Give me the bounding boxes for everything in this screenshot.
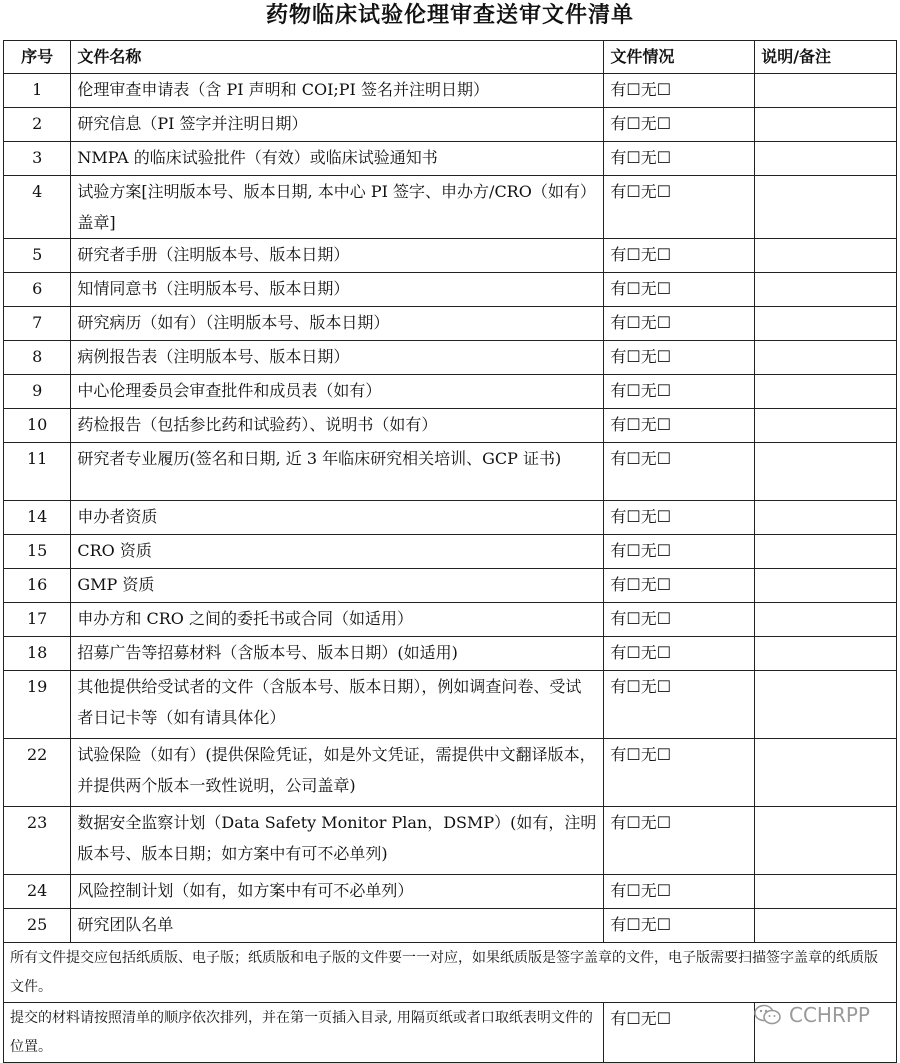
row-number: 16 xyxy=(4,569,71,603)
status-cell: 有☐无☐ xyxy=(604,501,755,535)
document-name: 数据安全监察计划（Data Safety Monitor Plan，DSMP）(如有，注明版本号、版本日期；如方案中有可不必单列) xyxy=(71,807,604,875)
row-number: 6 xyxy=(4,273,71,307)
status-cell: 有☐无☐ xyxy=(604,375,755,409)
remark-cell xyxy=(755,671,897,739)
document-name: CRO 资质 xyxy=(71,535,604,569)
row-number: 15 xyxy=(4,535,71,569)
table-row xyxy=(4,807,897,875)
table-row xyxy=(4,739,897,807)
document-name: 申办者资质 xyxy=(71,501,604,535)
document-name: 研究者手册（注明版本号、版本日期） xyxy=(71,239,604,273)
row-number: 11 xyxy=(4,443,71,501)
remark-cell xyxy=(755,739,897,807)
table-row xyxy=(4,74,897,108)
table-row xyxy=(4,535,897,569)
status-cell: 有☐无☐ xyxy=(604,341,755,375)
row-number: 18 xyxy=(4,637,71,671)
watermark-text: CCHRPP xyxy=(789,1003,870,1027)
row-number: 9 xyxy=(4,375,71,409)
status-cell: 有☐无☐ xyxy=(604,569,755,603)
remark-cell xyxy=(755,443,897,501)
document-name: 其他提供给受试者的文件（含版本号、版本日期），例如调查问卷、受试者日记卡等（如有请具体化） xyxy=(71,671,604,739)
status-cell: 有☐无☐ xyxy=(604,239,755,273)
document-name: 研究者专业履历(签名和日期, 近 3 年临床研究相关培训、GCP 证书) xyxy=(71,443,604,501)
row-number: 1 xyxy=(4,74,71,108)
remark-cell xyxy=(755,409,897,443)
status-cell: 有☐无☐ xyxy=(604,176,755,239)
remark-cell xyxy=(755,341,897,375)
document-name: 研究信息（PI 签字并注明日期） xyxy=(71,108,604,142)
document-name: 试验方案[注明版本号、版本日期, 本中心 PI 签字、申办方/CRO（如有）盖章] xyxy=(71,176,604,239)
status-cell: 有☐无☐ xyxy=(604,74,755,108)
status-cell: 有☐无☐ xyxy=(604,739,755,807)
document-name: 试验保险（如有）(提供保险凭证，如是外文凭证，需提供中文翻译版本，并提供两个版本一致性说明，公司盖章) xyxy=(71,739,604,807)
header-remark: 说明/备注 xyxy=(755,41,897,74)
row-number: 8 xyxy=(4,341,71,375)
page-title: 药物临床试验伦理审查送审文件清单 xyxy=(265,3,634,28)
remark-cell xyxy=(755,307,897,341)
status-cell: 有☐无☐ xyxy=(604,637,755,671)
remark-cell xyxy=(755,273,897,307)
document-name: 病例报告表（注明版本号、版本日期） xyxy=(71,341,604,375)
status-cell: 有☐无☐ xyxy=(604,443,755,501)
remark-cell xyxy=(755,637,897,671)
row-number: 7 xyxy=(4,307,71,341)
remark-cell xyxy=(755,108,897,142)
status-cell: 有☐无☐ xyxy=(604,273,755,307)
status-cell: 有☐无☐ xyxy=(604,142,755,176)
table-header-row xyxy=(4,41,897,74)
document-name: GMP 资质 xyxy=(71,569,604,603)
table-row xyxy=(4,108,897,142)
remark-cell xyxy=(755,142,897,176)
row-number: 17 xyxy=(4,603,71,637)
status-cell: 有☐无☐ xyxy=(604,108,755,142)
table-row xyxy=(4,307,897,341)
row-number: 24 xyxy=(4,875,71,909)
row-number: 10 xyxy=(4,409,71,443)
document-name: 风险控制计划（如有，如方案中有可不必单列） xyxy=(71,875,604,909)
note-text: 所有文件提交应包括纸质版、电子版；纸质版和电子版的文件要一一对应，如果纸质版是签字盖章的文件，电子版需要扫描签字盖章的纸质版文件。 xyxy=(4,943,897,1003)
table-row xyxy=(4,603,897,637)
status-cell: 有☐无☐ xyxy=(604,671,755,739)
document-name: 伦理审查申请表（含 PI 声明和 COI;PI 签名并注明日期） xyxy=(71,74,604,108)
status-cell: 有☐无☐ xyxy=(604,1003,755,1063)
note-row xyxy=(4,943,897,1003)
row-number: 4 xyxy=(4,176,71,239)
watermark xyxy=(753,1003,870,1027)
table-row xyxy=(4,273,897,307)
row-number: 23 xyxy=(4,807,71,875)
remark-cell xyxy=(755,875,897,909)
table-row xyxy=(4,875,897,909)
table-row xyxy=(4,671,897,739)
remark-cell xyxy=(755,909,897,943)
table-row xyxy=(4,409,897,443)
table-row xyxy=(4,341,897,375)
status-cell: 有☐无☐ xyxy=(604,603,755,637)
row-number: 19 xyxy=(4,671,71,739)
status-cell: 有☐无☐ xyxy=(604,875,755,909)
document-name: 知情同意书（注明版本号、版本日期） xyxy=(71,273,604,307)
table-row xyxy=(4,239,897,273)
header-name: 文件名称 xyxy=(71,41,604,74)
document-name: 申办方和 CRO 之间的委托书或合同（如适用） xyxy=(71,603,604,637)
row-number: 2 xyxy=(4,108,71,142)
document-name: 中心伦理委员会审查批件和成员表（如有） xyxy=(71,375,604,409)
row-number: 25 xyxy=(4,909,71,943)
status-cell: 有☐无☐ xyxy=(604,909,755,943)
document-name: 药检报告（包括参比药和试验药）、说明书（如有） xyxy=(71,409,604,443)
note-text-2: 提交的材料请按照清单的顺序依次排列，并在第一页插入目录, 用隔页纸或者口取纸表明文件的位置。 xyxy=(4,1003,604,1063)
header-status: 文件情况 xyxy=(604,41,755,74)
wechat-icon xyxy=(753,1003,783,1027)
remark-cell xyxy=(755,603,897,637)
status-cell: 有☐无☐ xyxy=(604,307,755,341)
row-number: 3 xyxy=(4,142,71,176)
remark-cell xyxy=(755,239,897,273)
table-row xyxy=(4,501,897,535)
document-name: 研究团队名单 xyxy=(71,909,604,943)
table-row xyxy=(4,443,897,501)
status-cell: 有☐无☐ xyxy=(604,535,755,569)
table-row xyxy=(4,909,897,943)
row-number: 22 xyxy=(4,739,71,807)
document-name: 研究病历（如有）（注明版本号、版本日期） xyxy=(71,307,604,341)
status-cell: 有☐无☐ xyxy=(604,807,755,875)
remark-cell xyxy=(755,375,897,409)
status-cell: 有☐无☐ xyxy=(604,409,755,443)
header-no: 序号 xyxy=(4,41,71,74)
document-name: 招募广告等招募材料（含版本号、版本日期）(如适用) xyxy=(71,637,604,671)
table-row xyxy=(4,375,897,409)
row-number: 5 xyxy=(4,239,71,273)
remark-cell xyxy=(755,807,897,875)
table-row xyxy=(4,637,897,671)
table-row xyxy=(4,569,897,603)
table-row xyxy=(4,142,897,176)
document-name: NMPA 的临床试验批件（有效）或临床试验通知书 xyxy=(71,142,604,176)
row-number: 14 xyxy=(4,501,71,535)
remark-cell xyxy=(755,74,897,108)
checklist-table xyxy=(3,40,897,1063)
remark-cell xyxy=(755,569,897,603)
remark-cell xyxy=(755,176,897,239)
remark-cell xyxy=(755,535,897,569)
table-row xyxy=(4,176,897,239)
remark-cell xyxy=(755,501,897,535)
